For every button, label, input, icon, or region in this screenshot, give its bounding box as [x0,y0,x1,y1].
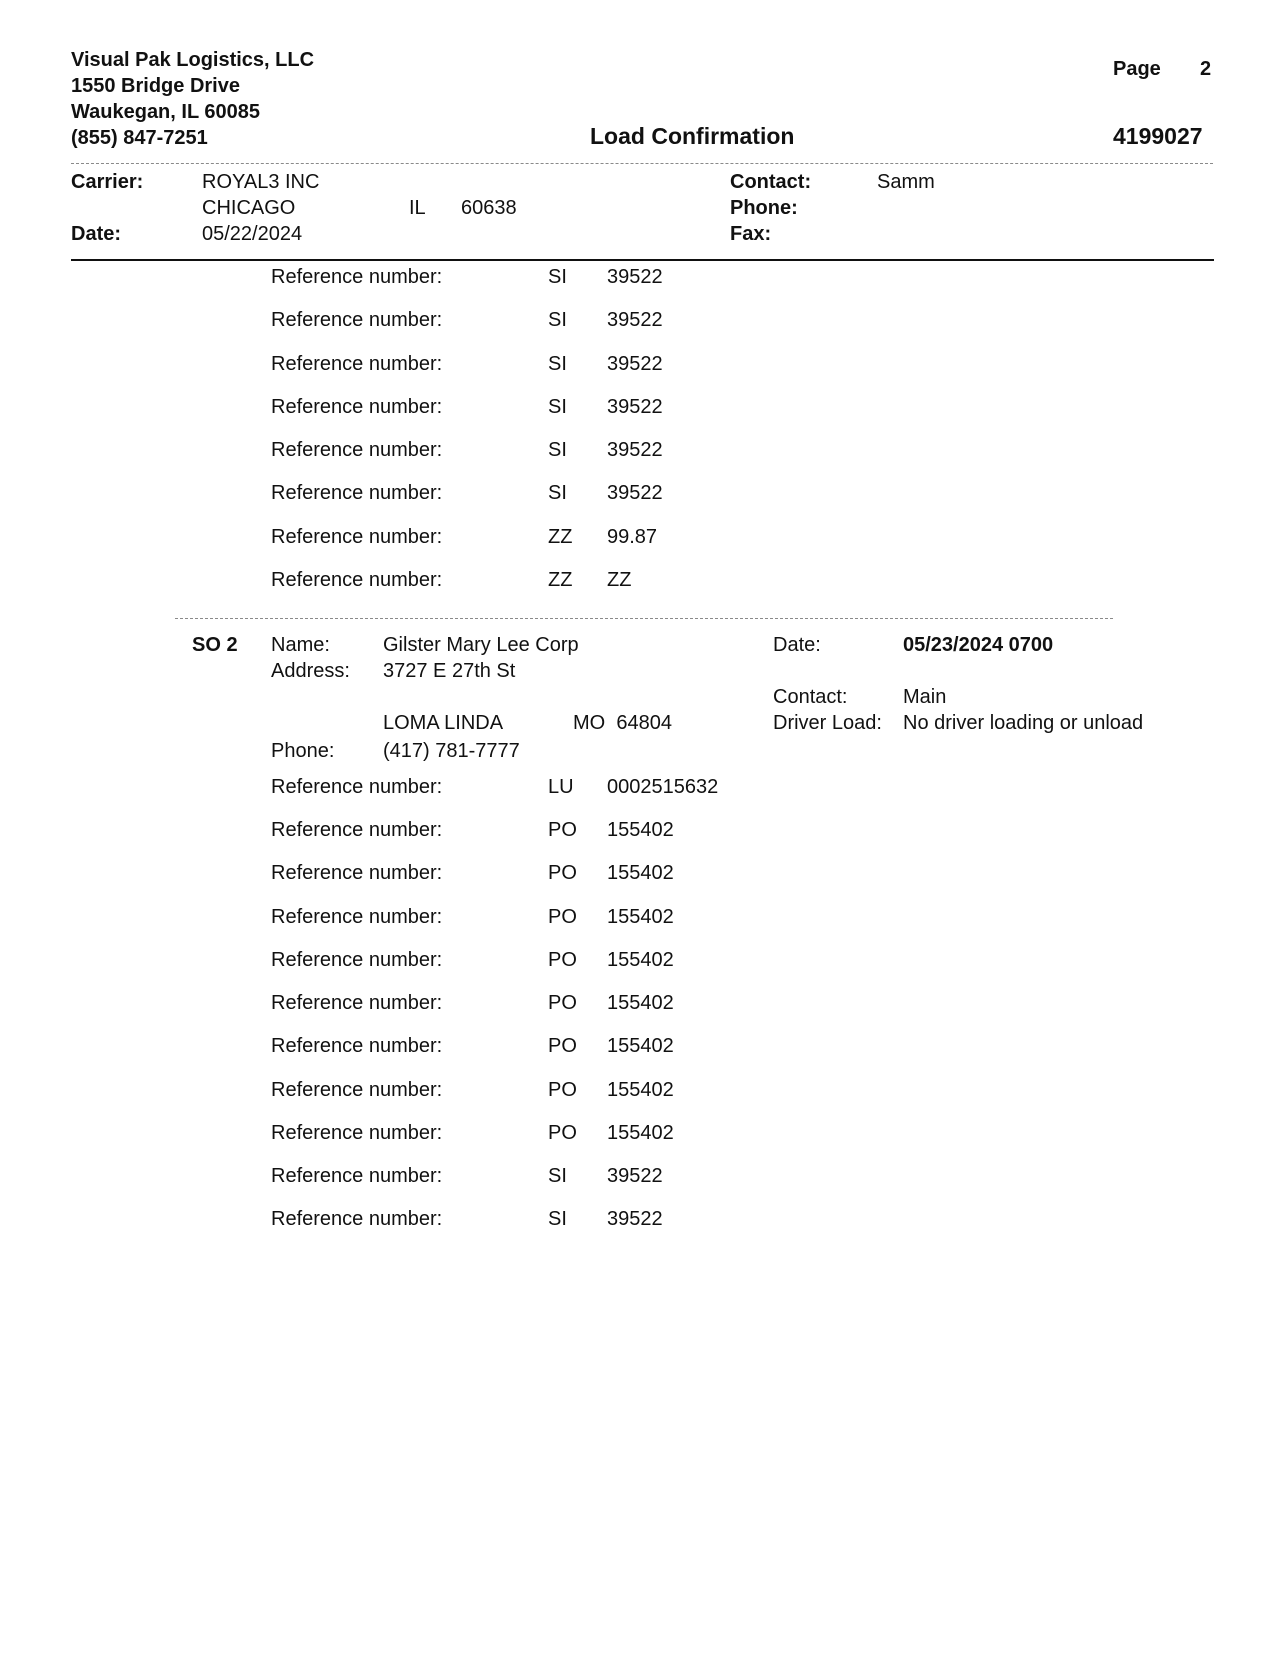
reference-value: ZZ [607,569,632,591]
load-number: 4199027 [1113,123,1203,149]
reference-row [271,1080,971,1104]
reference-label: Reference number: [271,266,443,288]
reference-value: 155402 [607,1079,674,1101]
carrier-fax-label: Fax: [730,223,772,245]
stop-driver-load-label: Driver Load: [773,712,882,734]
stop-name: Gilster Mary Lee Corp [383,634,579,656]
reference-value: 155402 [607,949,674,971]
reference-code: PO [548,819,577,841]
reference-code: PO [548,949,577,971]
reference-row [271,863,971,887]
reference-row [271,1166,971,1190]
page-number: 2 [1200,58,1212,80]
reference-label: Reference number: [271,526,443,548]
reference-row [271,1123,971,1147]
reference-label: Reference number: [271,439,443,461]
reference-row [271,993,971,1017]
carrier-divider [71,259,1214,261]
reference-value: 39522 [607,1208,663,1230]
reference-label: Reference number: [271,949,443,971]
reference-value: 39522 [607,439,663,461]
reference-label: Reference number: [271,992,443,1014]
stop-divider [175,618,1113,619]
reference-row [271,267,971,291]
carrier-label: Carrier: [71,171,144,193]
reference-label: Reference number: [271,569,443,591]
reference-row [271,950,971,974]
company-phone: (855) 847-7251 [71,127,208,149]
reference-value: 39522 [607,396,663,418]
reference-value: 155402 [607,992,674,1014]
carrier-state: IL [409,197,426,219]
reference-row [271,1036,971,1060]
stop-address-label: Address: [271,660,350,682]
reference-label: Reference number: [271,1122,443,1144]
stop-phone: (417) 781-7777 [383,740,520,762]
reference-row [271,1209,971,1233]
reference-row [271,397,971,421]
reference-code: PO [548,862,577,884]
reference-code: SI [548,482,567,504]
stop-address: 3727 E 27th St [383,660,516,682]
reference-code: SI [548,1165,567,1187]
reference-label: Reference number: [271,862,443,884]
reference-code: PO [548,906,577,928]
page-title: Load Confirmation [590,123,795,149]
carrier-contact: Samm [877,171,935,193]
stop-phone-label: Phone: [271,740,335,762]
stop-id: SO 2 [192,634,238,656]
carrier-date: 05/22/2024 [202,223,303,245]
company-street: 1550 Bridge Drive [71,75,240,97]
reference-label: Reference number: [271,309,443,331]
stop-date-label: Date: [773,634,821,656]
header-divider [71,163,1213,164]
reference-code: PO [548,1079,577,1101]
company-city-line: Waukegan, IL 60085 [71,101,260,123]
reference-label: Reference number: [271,819,443,841]
reference-row [271,570,971,594]
reference-value: 155402 [607,1035,674,1057]
reference-label: Reference number: [271,1208,443,1230]
reference-code: ZZ [548,569,573,591]
reference-value: 155402 [607,862,674,884]
reference-code: SI [548,353,567,375]
reference-value: 155402 [607,906,674,928]
stop-name-label: Name: [271,634,330,656]
reference-value: 39522 [607,266,663,288]
reference-value: 99.87 [607,526,658,548]
reference-row [271,354,971,378]
company-name: Visual Pak Logistics, LLC [71,49,315,71]
reference-code: LU [548,776,574,798]
stop-contact-label: Contact: [773,686,848,708]
reference-code: SI [548,1208,567,1230]
reference-row [271,777,971,801]
reference-value: 0002515632 [607,776,719,798]
reference-value: 155402 [607,819,674,841]
reference-row [271,527,971,551]
reference-label: Reference number: [271,906,443,928]
reference-code: SI [548,396,567,418]
reference-value: 155402 [607,1122,674,1144]
carrier-zip: 60638 [461,197,517,219]
carrier-city: CHICAGO [202,197,296,219]
stop-driver-load: No driver loading or unload [903,712,1144,734]
reference-label: Reference number: [271,353,443,375]
reference-code: SI [548,266,567,288]
reference-value: 39522 [607,353,663,375]
carrier-phone-label: Phone: [730,197,798,219]
page-label: Page [1113,58,1161,80]
stop-state-zip: MO 64804 [573,712,672,734]
reference-code: PO [548,1035,577,1057]
reference-code: ZZ [548,526,573,548]
reference-label: Reference number: [271,1079,443,1101]
reference-row [271,310,971,334]
reference-code: SI [548,309,567,331]
reference-label: Reference number: [271,482,443,504]
carrier-name: ROYAL3 INC [202,171,320,193]
reference-row [271,483,971,507]
stop-city: LOMA LINDA [383,712,504,734]
reference-label: Reference number: [271,776,443,798]
reference-code: PO [548,1122,577,1144]
reference-value: 39522 [607,1165,663,1187]
reference-code: PO [548,992,577,1014]
reference-label: Reference number: [271,1035,443,1057]
reference-row [271,440,971,464]
carrier-date-label: Date: [71,223,122,245]
stop-contact: Main [903,686,947,708]
reference-row [271,907,971,931]
reference-label: Reference number: [271,396,443,418]
reference-row [271,820,971,844]
reference-label: Reference number: [271,1165,443,1187]
reference-value: 39522 [607,482,663,504]
stop-date: 05/23/2024 0700 [903,634,1054,656]
reference-value: 39522 [607,309,663,331]
carrier-contact-label: Contact: [730,171,812,193]
reference-code: SI [548,439,567,461]
